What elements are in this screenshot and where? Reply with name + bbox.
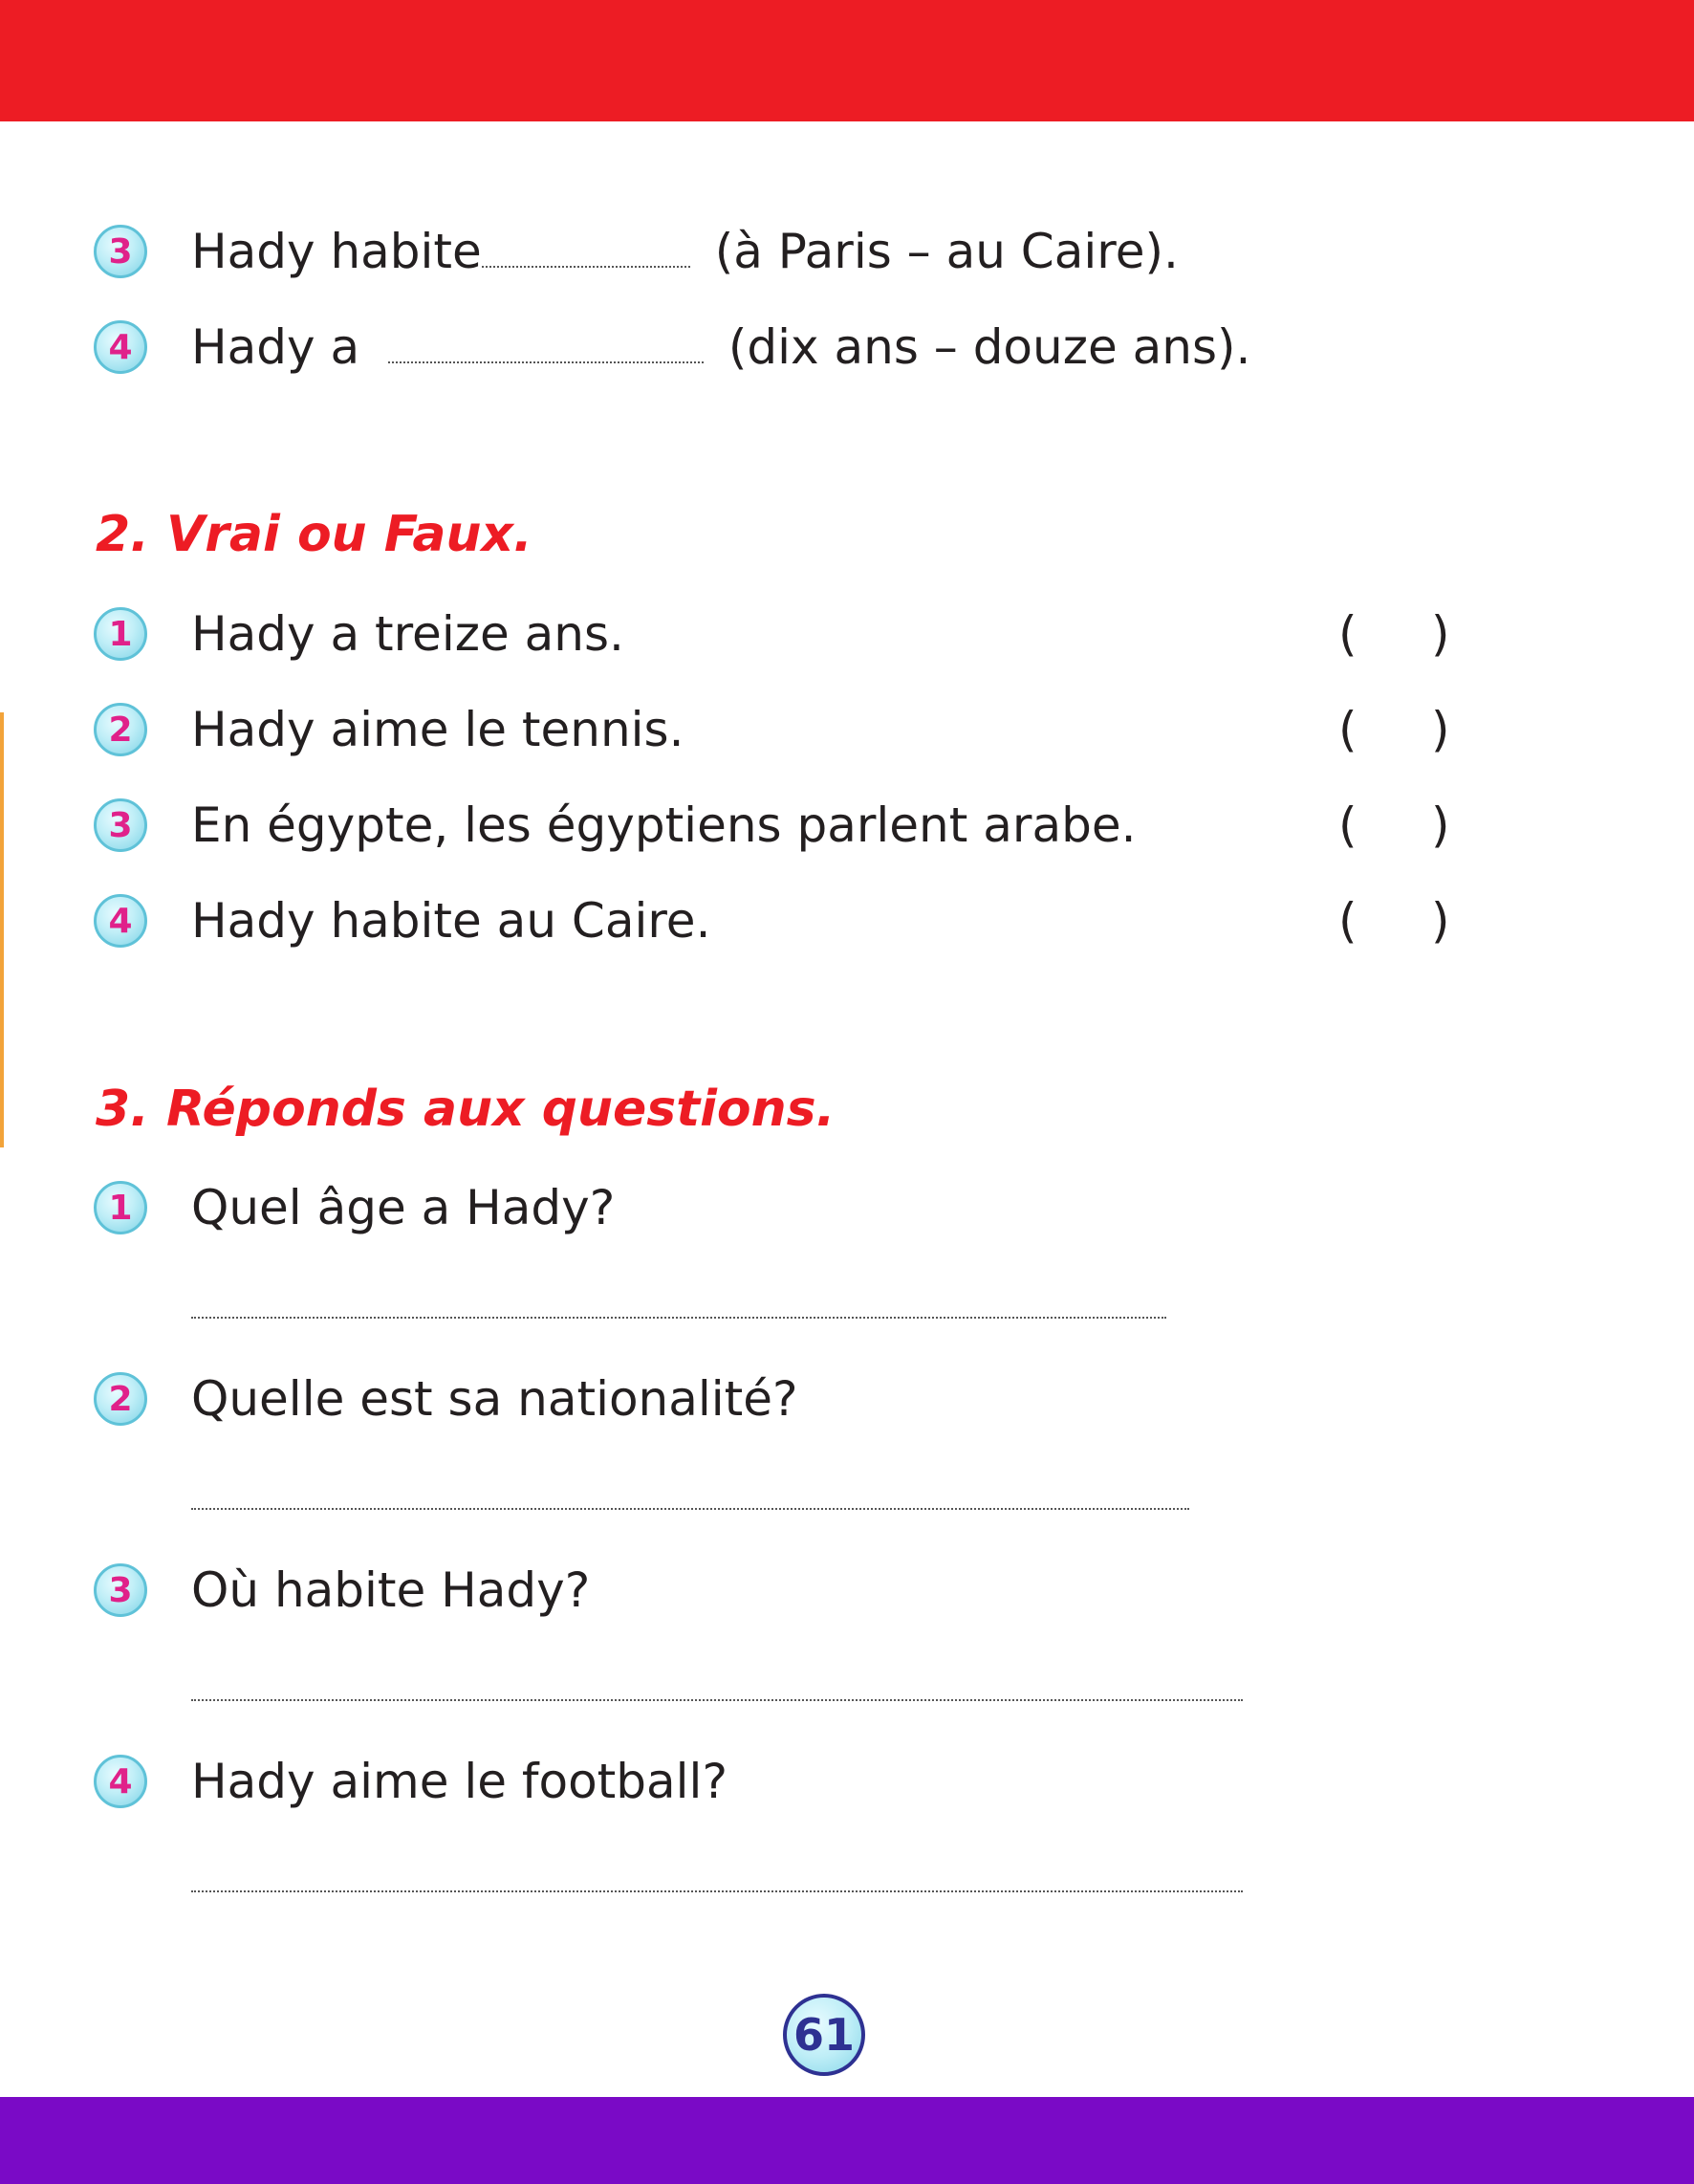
question-item-1: [0, 1181, 1694, 1257]
true-false-item-2: [0, 703, 1694, 779]
header-band: [0, 0, 1694, 121]
blank-line[interactable]: [482, 228, 690, 268]
number-badge: 3: [94, 225, 147, 278]
blank-line[interactable]: [388, 323, 704, 363]
number-badge: 4: [94, 1755, 147, 1808]
footer-band: [0, 2097, 1694, 2184]
true-false-item-4: [0, 894, 1694, 971]
fill-blank-options: (à Paris – au Caire).: [714, 224, 1179, 279]
fill-blank-text: Hady a: [191, 319, 375, 375]
question-item-4: [0, 1755, 1694, 1831]
answer-line-1[interactable]: [191, 1317, 1166, 1319]
answer-line-4[interactable]: [191, 1890, 1243, 1892]
page-number: 61: [783, 1994, 865, 2076]
answer-paren-open[interactable]: (: [1338, 797, 1357, 853]
fill-blank-item-3: [0, 225, 1694, 301]
true-false-item-3: [0, 798, 1694, 875]
section-2-title: 2. Vrai ou Faux.: [96, 506, 532, 563]
answer-paren-close[interactable]: ): [1431, 797, 1450, 853]
true-false-item-1: [0, 607, 1694, 684]
fill-blank-text: Hady habite: [191, 224, 482, 279]
question-text: Où habite Hady?: [191, 1562, 591, 1618]
answer-paren-close[interactable]: ): [1431, 702, 1450, 757]
question-text: Quelle est sa nationalité?: [191, 1371, 798, 1427]
question-item-3: [0, 1563, 1694, 1640]
answer-paren-open[interactable]: (: [1338, 702, 1357, 757]
number-badge: 2: [94, 703, 147, 756]
number-badge: 2: [94, 1372, 147, 1426]
number-badge: 4: [94, 894, 147, 948]
statement-text: Hady a treize ans.: [191, 606, 624, 662]
number-badge: 3: [94, 798, 147, 852]
question-text: Quel âge a Hady?: [191, 1180, 616, 1235]
statement-text: Hady aime le tennis.: [191, 702, 684, 757]
question-item-2: [0, 1372, 1694, 1449]
answer-paren-close[interactable]: ): [1431, 893, 1450, 949]
statement-text: En égypte, les égyptiens parlent arabe.: [191, 797, 1137, 853]
answer-paren-open[interactable]: (: [1338, 893, 1357, 949]
answer-line-3[interactable]: [191, 1699, 1243, 1701]
answer-line-2[interactable]: [191, 1508, 1189, 1510]
number-badge: 4: [94, 320, 147, 374]
fill-blank-item-4: [0, 320, 1694, 397]
number-badge: 3: [94, 1563, 147, 1617]
question-text: Hady aime le football?: [191, 1754, 728, 1809]
statement-text: Hady habite au Caire.: [191, 893, 711, 949]
fill-blank-options: (dix ans – douze ans).: [728, 319, 1251, 375]
section-3-title: 3. Réponds aux questions.: [96, 1081, 836, 1138]
answer-paren-close[interactable]: ): [1431, 606, 1450, 662]
number-badge: 1: [94, 1181, 147, 1234]
answer-paren-open[interactable]: (: [1338, 606, 1357, 662]
number-badge: 1: [94, 607, 147, 661]
